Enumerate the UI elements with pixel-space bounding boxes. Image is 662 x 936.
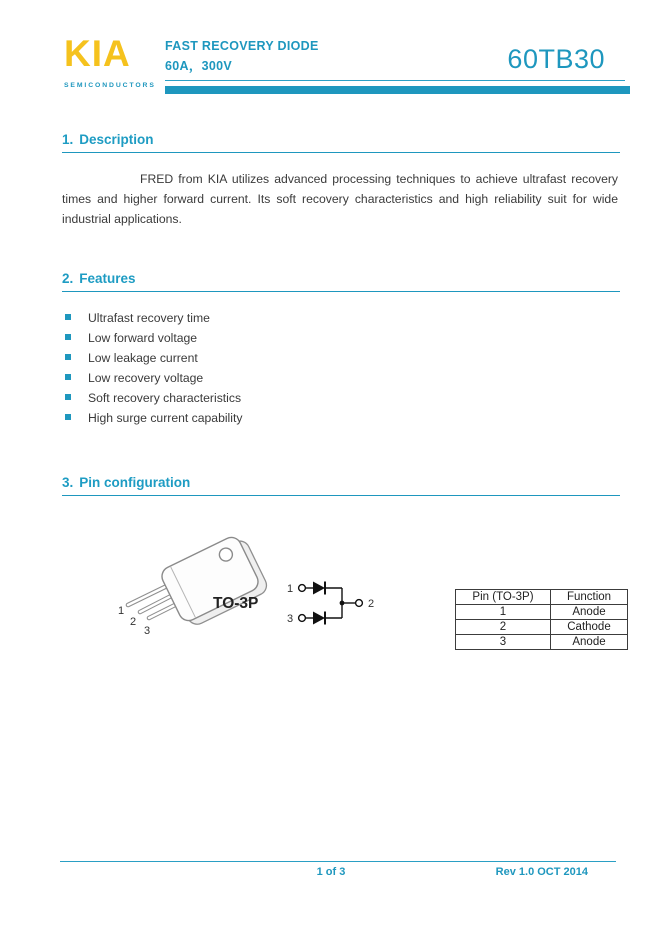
- list-item: [62, 408, 462, 428]
- section-title: Pin configuration: [79, 475, 191, 490]
- feature-label: Low recovery voltage: [88, 371, 204, 385]
- table-row: [456, 605, 628, 620]
- pin-cell: 2: [456, 620, 551, 635]
- to-3p-package-drawing: [103, 532, 273, 657]
- section-heading-features: [62, 271, 620, 292]
- section-title: Description: [79, 132, 154, 147]
- kia-logo: KIA: [64, 33, 131, 74]
- section-number: 3.: [62, 475, 74, 490]
- table-header-row: [456, 590, 628, 605]
- section-heading-description: [62, 132, 620, 153]
- features-list: [62, 308, 462, 428]
- list-item: [62, 328, 462, 348]
- section-heading-pin-configuration: [62, 475, 620, 496]
- function-cell: Anode: [551, 605, 628, 620]
- junction-dot: [340, 601, 345, 606]
- list-item: [62, 348, 462, 368]
- square-bullet-icon: [65, 414, 71, 420]
- square-bullet-icon: [65, 354, 71, 360]
- table-row: [456, 620, 628, 635]
- kia-logo-subtext: SEMICONDUCTORS: [64, 82, 156, 89]
- square-bullet-icon: [65, 374, 71, 380]
- package-pin2-label: 2: [130, 616, 137, 628]
- page-indicator: 1 of 3: [316, 866, 346, 878]
- schematic-pin2-label: 2: [368, 598, 375, 610]
- product-title: FAST RECOVERY DIODE: [165, 39, 319, 53]
- header-thin-rule: [165, 80, 625, 81]
- function-cell: Anode: [551, 635, 628, 650]
- footer-rule: [60, 861, 616, 862]
- package-pin3-label: 3: [144, 625, 151, 637]
- diode-schematic: [275, 565, 385, 635]
- list-item: [62, 388, 462, 408]
- list-item: [62, 368, 462, 388]
- package-name-label: TO-3P: [213, 595, 259, 612]
- pin-function-table: [455, 589, 628, 650]
- header-accent-bar: [165, 86, 630, 94]
- feature-label: Soft recovery characteristics: [88, 391, 242, 405]
- list-item: [62, 308, 462, 328]
- square-bullet-icon: [65, 334, 71, 340]
- feature-label: Low leakage current: [88, 351, 198, 365]
- product-rating: 60A，300V: [165, 59, 233, 73]
- part-number: 60TB30: [507, 44, 605, 74]
- feature-label: High surge current capability: [88, 411, 243, 425]
- schematic-pin3-label: 3: [287, 613, 294, 625]
- square-bullet-icon: [65, 394, 71, 400]
- section-title: Features: [79, 271, 136, 286]
- package-pin1-label: 1: [118, 605, 125, 617]
- schematic-pin1-label: 1: [287, 583, 294, 595]
- feature-label: Ultrafast recovery time: [88, 311, 210, 325]
- table-row: [456, 635, 628, 650]
- section-number: 2.: [62, 271, 74, 286]
- pin-cell: 3: [456, 635, 551, 650]
- revision-label: Rev 1.0 OCT 2014: [495, 866, 588, 878]
- description-paragraph: FRED from KIA utilizes advanced processing techniques to achieve ultrafast recovery times and higher forward current. Its soft recovery characteristics and high reliability suit for wide industrial applications.: [62, 172, 618, 226]
- section-number: 1.: [62, 132, 74, 147]
- pin-cell: 1: [456, 605, 551, 620]
- feature-label: Low forward voltage: [88, 331, 198, 345]
- square-bullet-icon: [65, 314, 71, 320]
- diode-symbol-top: [313, 582, 325, 595]
- table-header-pin: Pin (TO-3P): [456, 590, 551, 605]
- diode-symbol-bottom: [313, 612, 325, 625]
- table-header-function: Function: [551, 590, 628, 605]
- function-cell: Cathode: [551, 620, 628, 635]
